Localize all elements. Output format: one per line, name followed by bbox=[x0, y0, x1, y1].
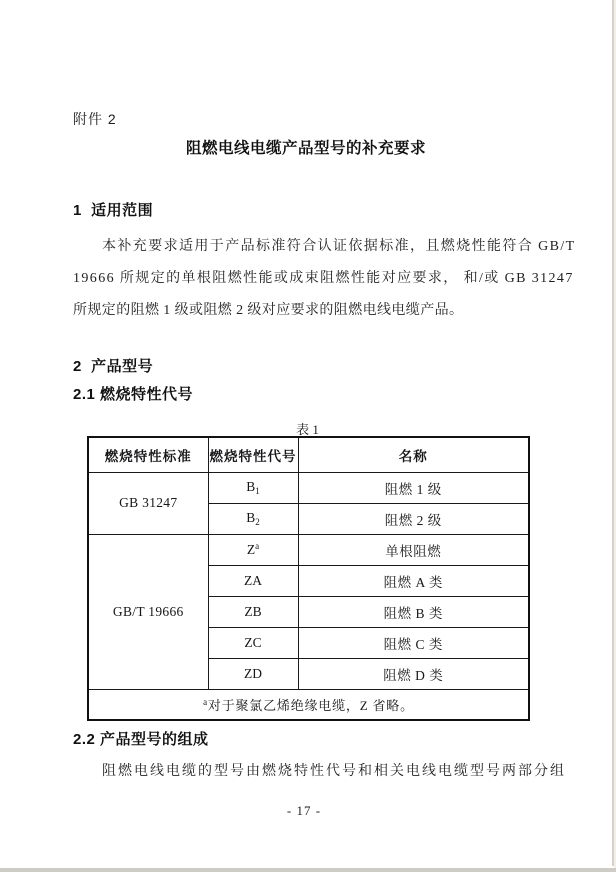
header-code: 燃烧特性代号 bbox=[208, 437, 298, 472]
name-cell: 单根阻燃 bbox=[298, 534, 529, 565]
section-1-heading: 1 适用范围 bbox=[73, 202, 154, 219]
header-standard: 燃烧特性标准 bbox=[88, 437, 208, 472]
code-cell: ZB bbox=[208, 596, 298, 627]
code-cell: $B_1$ bbox=[208, 472, 298, 503]
section-2-2-heading: 2.2 产品型号的组成 bbox=[73, 731, 209, 748]
code-cell: $B_2$ bbox=[208, 503, 298, 534]
table-header-row bbox=[88, 437, 529, 472]
paragraph-line: 阻燃电线电缆的型号由燃烧特性代号和相关电线电缆型号两部分组 bbox=[102, 764, 566, 779]
table-caption: 表 1 bbox=[296, 422, 319, 437]
standard-cell: GB 31247 bbox=[88, 472, 208, 534]
name-cell: 阻燃 B 类 bbox=[298, 596, 529, 627]
code-cell: ZA bbox=[208, 565, 298, 596]
code-cell: $Z^a$ bbox=[208, 534, 298, 565]
page-edge-bottom bbox=[0, 868, 616, 872]
page-edge-right bbox=[612, 0, 614, 866]
page-number: - 17 - bbox=[286, 803, 322, 818]
name-cell: 阻燃 D 类 bbox=[298, 658, 529, 689]
paragraph-line: 19666 所规定的单根阻燃性能或成束阻燃性能对应要求， 和/或 GB 31247 bbox=[73, 271, 574, 286]
standard-cell: GB/T 19666 bbox=[88, 534, 208, 689]
table-row bbox=[88, 534, 529, 565]
attachment-label: 附件 2 bbox=[73, 111, 117, 127]
document-title: 阻燃电线电缆产品型号的补充要求 bbox=[185, 140, 426, 157]
footnote-text: 对于聚氯乙烯绝缘电缆，Z 省略。 bbox=[207, 697, 414, 713]
paragraph-line: 本补充要求适用于产品标准符合认证依据标准，且燃烧性能符合 GB/T bbox=[102, 239, 576, 254]
code-cell: ZC bbox=[208, 627, 298, 658]
section-2-1-heading: 2.1 燃烧特性代号 bbox=[73, 386, 194, 403]
name-cell: 阻燃 C 类 bbox=[298, 627, 529, 658]
header-name: 名称 bbox=[298, 437, 529, 472]
table-row bbox=[88, 472, 529, 503]
section-1-paragraph bbox=[73, 231, 576, 327]
paragraph-line: 所规定的阻燃 1 级或阻燃 2 级对应要求的阻燃电线电缆产品。 bbox=[73, 303, 464, 318]
table-footnote bbox=[88, 689, 529, 720]
table-footnote-row bbox=[88, 689, 529, 720]
code-cell: ZD bbox=[208, 658, 298, 689]
section-2-2-paragraph bbox=[73, 756, 566, 788]
footnote-marker: a bbox=[203, 696, 208, 707]
flame-code-table bbox=[87, 436, 530, 721]
name-cell: 阻燃 1 级 bbox=[298, 472, 529, 503]
name-cell: 阻燃 A 类 bbox=[298, 565, 529, 596]
name-cell: 阻燃 2 级 bbox=[298, 503, 529, 534]
section-2-heading: 2 产品型号 bbox=[73, 358, 154, 375]
